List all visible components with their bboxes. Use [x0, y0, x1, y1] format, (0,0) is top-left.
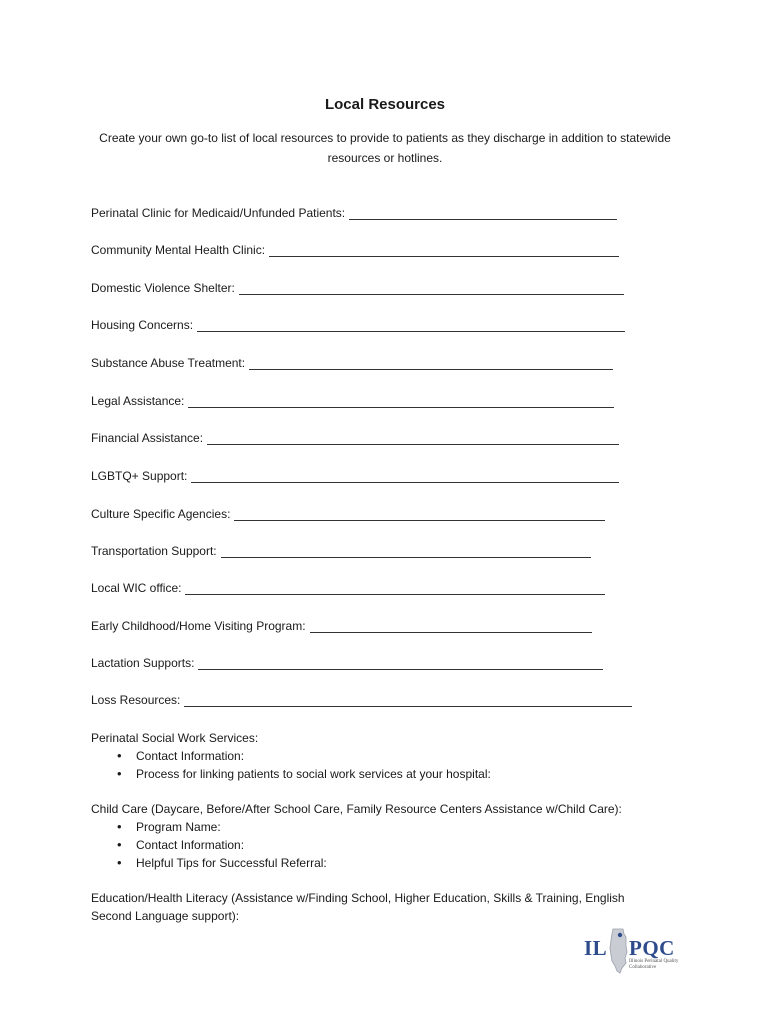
- field-label: Early Childhood/Home Visiting Program:: [91, 619, 306, 633]
- field-label: Substance Abuse Treatment:: [91, 356, 246, 370]
- field-label: Housing Concerns:: [91, 318, 194, 332]
- illinois-state-icon: [609, 928, 629, 974]
- field-label: Culture Specific Agencies:: [91, 507, 231, 521]
- field-lactation[interactable]: [91, 656, 603, 670]
- section-heading: Perinatal Social Work Services:: [91, 731, 259, 745]
- field-culture-specific[interactable]: [91, 507, 605, 521]
- blank-line[interactable]: [207, 432, 619, 445]
- field-domestic-violence[interactable]: [91, 281, 624, 295]
- field-substance-abuse[interactable]: [91, 356, 613, 370]
- field-label: Transportation Support:: [91, 544, 217, 558]
- bullet-list: [91, 818, 691, 872]
- blank-line[interactable]: [239, 282, 624, 295]
- field-loss-resources[interactable]: [91, 693, 632, 707]
- field-housing[interactable]: [91, 318, 625, 332]
- education-section: [91, 889, 661, 925]
- field-label: Domestic Violence Shelter:: [91, 281, 235, 295]
- field-label: Legal Assistance:: [91, 394, 185, 408]
- list-item: • Process for linking patients to social work services at your hospital:: [136, 765, 691, 783]
- section-heading: Education/Health Literacy (Assistance w/Finding School, Higher Education, Skills & Training, English Second Language support):: [91, 891, 625, 923]
- blank-line[interactable]: [221, 545, 591, 558]
- logo-text-pqc: PQC: [629, 936, 675, 960]
- intro-text: Create your own go-to list of local resources to provide to patients as they discharge in addition to statewide resources or hotlines.: [99, 131, 671, 165]
- field-legal[interactable]: [91, 394, 614, 408]
- blank-line[interactable]: [184, 694, 632, 707]
- field-lgbtq[interactable]: [91, 469, 619, 483]
- logo-text-il: IL: [584, 936, 608, 960]
- social-work-section: [91, 729, 691, 783]
- list-item: • Helpful Tips for Successful Referral:: [136, 854, 691, 872]
- blank-line[interactable]: [197, 319, 625, 332]
- child-care-section: [91, 800, 691, 872]
- field-label: Lactation Supports:: [91, 656, 195, 670]
- list-item: • Program Name:: [136, 818, 691, 836]
- field-label: Loss Resources:: [91, 693, 181, 707]
- list-item: • Contact Information:: [136, 836, 691, 854]
- field-transportation[interactable]: [91, 544, 591, 558]
- blank-line[interactable]: [269, 244, 619, 257]
- field-wic[interactable]: [91, 581, 605, 595]
- field-financial[interactable]: [91, 431, 619, 445]
- blank-line[interactable]: [310, 620, 592, 633]
- section-heading: Child Care (Daycare, Before/After School Care, Family Resource Centers Assistance w/Child Care):: [91, 802, 622, 816]
- blank-line[interactable]: [188, 395, 614, 408]
- field-label: LGBTQ+ Support:: [91, 469, 188, 483]
- field-label: Local WIC office:: [91, 581, 182, 595]
- blank-line[interactable]: [234, 508, 605, 521]
- blank-line[interactable]: [191, 470, 619, 483]
- field-perinatal-clinic[interactable]: [91, 206, 617, 220]
- logo-subtitle: Illinois Perinatal Quality Collaborative: [629, 959, 679, 970]
- blank-line[interactable]: [198, 657, 603, 670]
- list-item: • Contact Information:: [136, 747, 691, 765]
- field-label: Financial Assistance:: [91, 431, 204, 445]
- page-title: Local Resources: [324, 96, 446, 113]
- field-label: Perinatal Clinic for Medicaid/Unfunded Patients:: [91, 206, 346, 220]
- field-early-childhood[interactable]: [91, 619, 592, 633]
- bullet-list: [91, 747, 691, 783]
- field-mental-health[interactable]: [91, 243, 619, 257]
- blank-line[interactable]: [349, 207, 617, 220]
- ilpqc-logo: [582, 928, 682, 976]
- field-label: Community Mental Health Clinic:: [91, 243, 266, 257]
- blank-line[interactable]: [185, 582, 605, 595]
- blank-line[interactable]: [249, 357, 613, 370]
